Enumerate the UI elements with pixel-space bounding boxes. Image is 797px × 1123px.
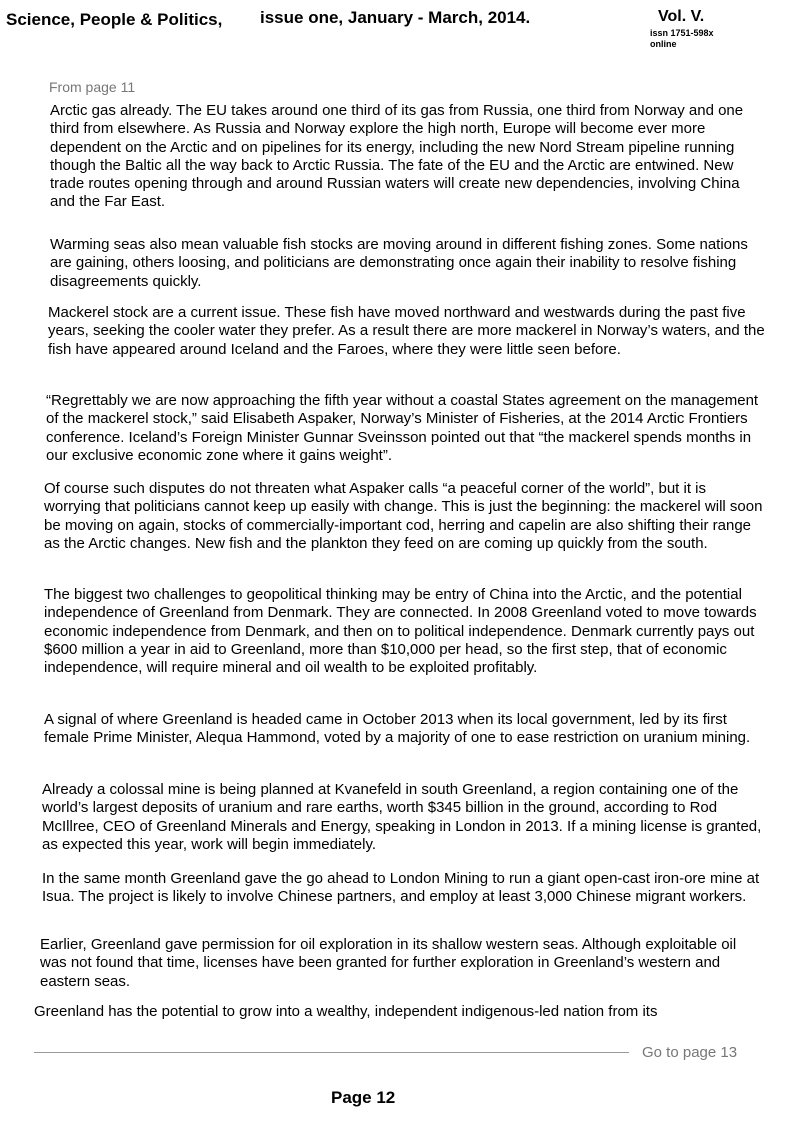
paragraph: Greenland has the potential to grow into a wealthy, independent indigenous-led nation from its: [34, 1003, 658, 1020]
paragraph: A signal of where Greenland is headed came in October 2013 when its local government, led by its first female Prime Minister, Alequa Hammond, voted by a majority of one to ease restriction on uranium mining.: [44, 711, 751, 747]
volume-label: Vol. V.: [658, 8, 705, 25]
paragraph: Warming seas also mean valuable fish stocks are moving around in different fishing zones. Some nations are gaining, others loosing, and politicians are demonstrating once again their inability to resolve fishing disagreements quickly.: [50, 236, 748, 290]
paragraph: Of course such disputes do not threaten what Aspaker calls “a peaceful corner of the world”, but it is worrying that politicians cannot keep up easily with change. This is just the beginning: the mackerel will soon be moving on again, stocks of commercially-important cod, herring and capelin are also shifting their range as the Arctic changes. New fish and the plankton they feed on are coming up quickly from the south.: [44, 480, 763, 552]
paragraph: Earlier, Greenland gave permission for oil exploration in its shallow western seas. Although exploitable oil was not found that time, licenses have been granted for further exploration in Greenland’s western and eastern seas.: [40, 936, 737, 990]
paragraph: “Regrettably we are now approaching the fifth year without a coastal States agreement on the management of the mackerel stock,” said Elisabeth Aspaker, Norway’s Minister of Fisheries, at the 2014 Arctic Frontiers conference. Iceland’s Foreign Minister Gunnar Sveinsson pointed out that “the mackerel spends months in our exclusive economic zone where it gains weight”.: [46, 392, 759, 464]
continued-to-link[interactable]: Go to page 13: [642, 1044, 738, 1061]
paragraph: In the same month Greenland gave the go ahead to London Mining to run a giant open-cast iron-ore mine at Isua. The project is likely to involve Chinese partners, and employ at least 3,000 Chinese migrant workers.: [42, 870, 760, 906]
issn-number: issn 1751-598x: [650, 28, 714, 38]
issue-date: issue one, January - March, 2014.: [260, 8, 531, 27]
publication-title: Science, People & Politics,: [6, 10, 223, 29]
issn-block: [650, 28, 714, 50]
footer-divider: [34, 1052, 629, 1053]
continued-from-link[interactable]: From page 11: [49, 79, 136, 95]
page-number: Page 12: [331, 1088, 396, 1107]
paragraph: Mackerel stock are a current issue. These fish have moved northward and westwards during the past five years, seeking the cooler water they prefer. As a result there are more mackerel in Norway’s waters, and the fish have appeared around Iceland and the Faroes, where they were little seen before.: [48, 304, 765, 358]
online-label: online: [650, 39, 677, 49]
paragraph: Already a colossal mine is being planned at Kvanefeld in south Greenland, a region containing one of the world’s largest deposits of uranium and rare earths, worth $345 billion in the ground, according to Rod McIllree, CEO of Greenland Minerals and Energy, speaking in London in 2013. If a mining license is granted, as expected this year, work will begin immediately.: [42, 781, 762, 853]
paragraph: Arctic gas already. The EU takes around one third of its gas from Russia, one third from Norway and one third from elsewhere. As Russia and Norway explore the high north, Europe will become ever more dependent on the Arctic and on pipelines for its energy, including the new Nord Stream pipeline running though the Baltic all the way back to Arctic Russia. The fate of the EU and the Arctic are entwined. New trade routes opening through and around Russian waters will create new dependencies, involving China and the Far East.: [50, 102, 744, 211]
paragraph: The biggest two challenges to geopolitical thinking may be entry of China into the Arctic, and the potential independence of Greenland from Denmark. They are connected. In 2008 Greenland voted to move towards economic independence from Denmark, and then on to political independence. Denmark currently pays out $600 million a year in aid to Greenland, more than $10,000 per head, so the first step, that of economic independence, will require mineral and oil wealth to be exploited profitably.: [44, 586, 757, 677]
